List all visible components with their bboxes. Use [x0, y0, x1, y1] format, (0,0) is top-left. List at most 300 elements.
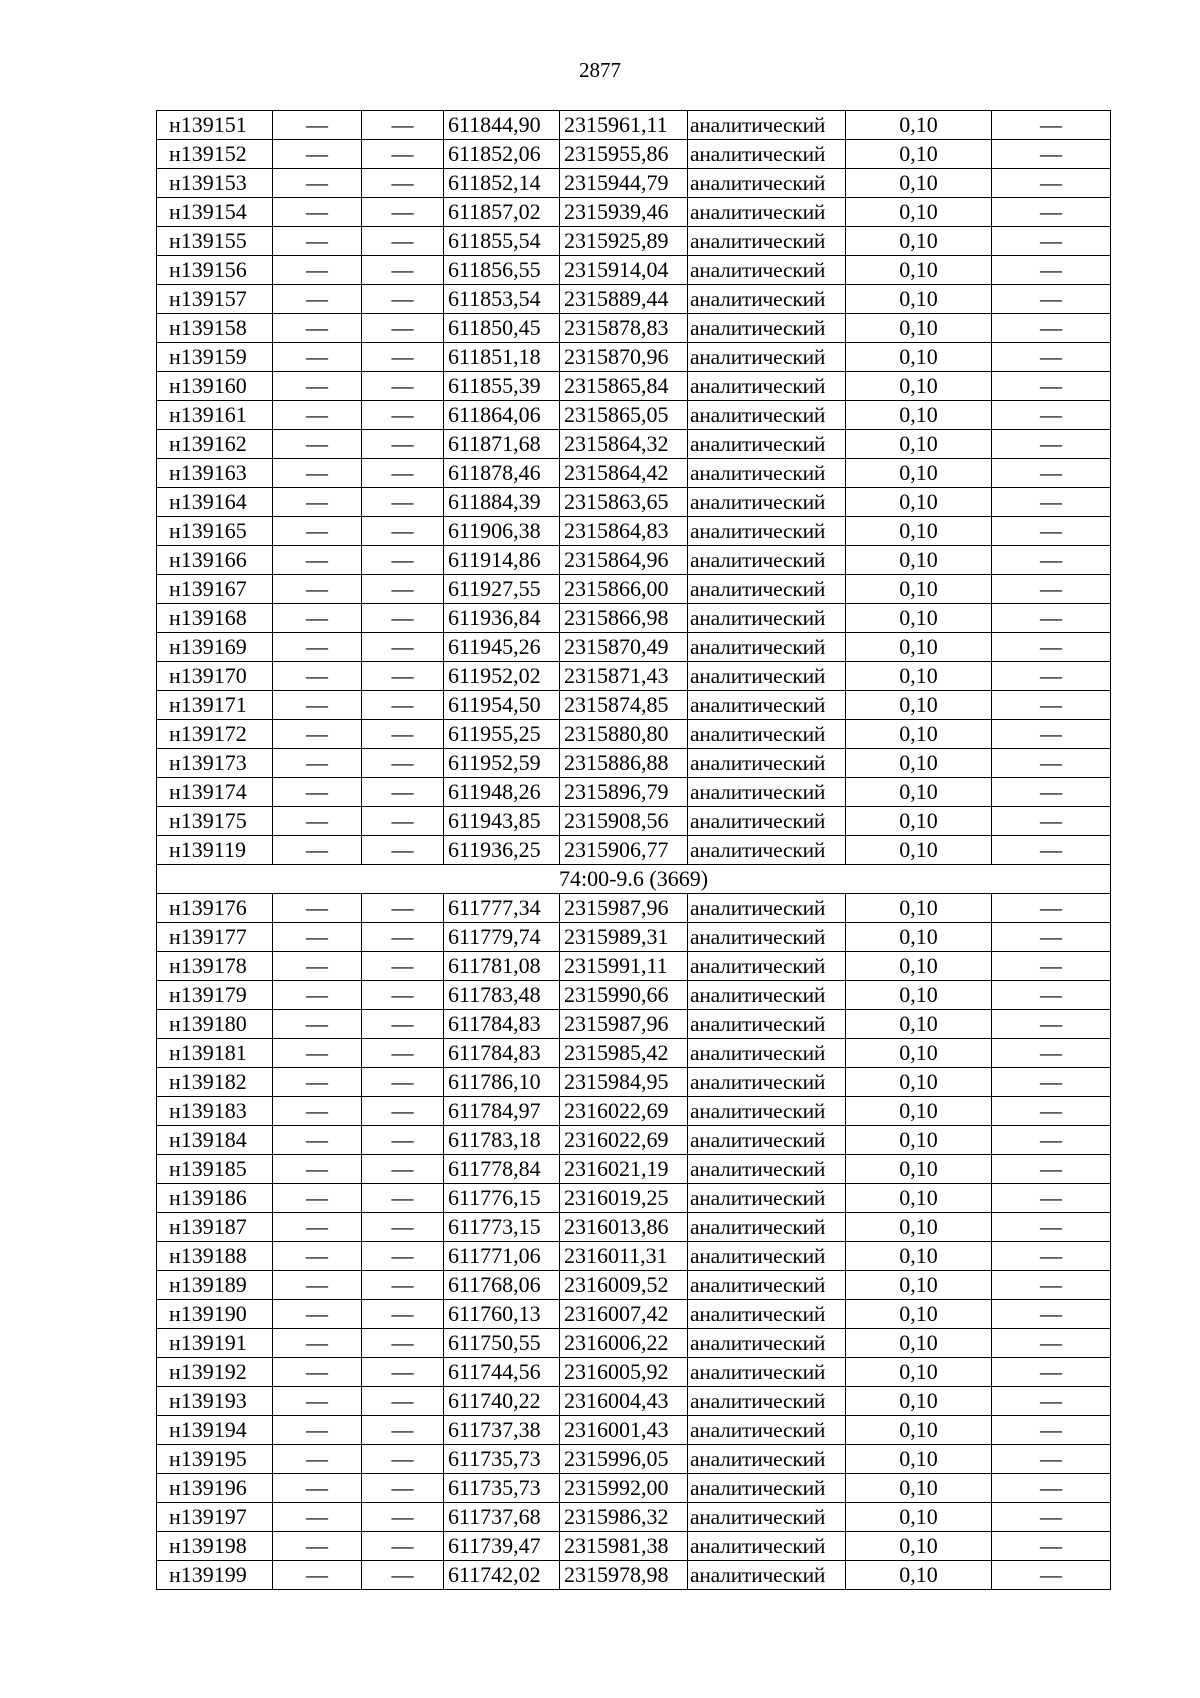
method-cell: аналитический — [688, 836, 846, 865]
dash-cell: — — [992, 1300, 1111, 1329]
y-coordinate-cell: 2316019,25 — [560, 1184, 688, 1213]
method-cell: аналитический — [688, 923, 846, 952]
dash-cell: — — [273, 604, 362, 633]
method-cell: аналитический — [688, 1532, 846, 1561]
y-coordinate-cell: 2315978,98 — [560, 1561, 688, 1590]
y-coordinate-cell: 2315880,80 — [560, 720, 688, 749]
method-cell: аналитический — [688, 169, 846, 198]
point-name-cell: н139162 — [157, 430, 273, 459]
method-cell: аналитический — [688, 1358, 846, 1387]
table-row — [157, 1329, 1111, 1358]
x-coordinate-cell: 611778,84 — [444, 1155, 560, 1184]
point-name-cell: н139180 — [157, 1010, 273, 1039]
method-cell: аналитический — [688, 807, 846, 836]
accuracy-cell: 0,10 — [846, 169, 992, 198]
table-row — [157, 1358, 1111, 1387]
dash-cell: — — [273, 372, 362, 401]
y-coordinate-cell: 2315984,95 — [560, 1068, 688, 1097]
dash-cell: — — [992, 604, 1111, 633]
accuracy-cell: 0,10 — [846, 1184, 992, 1213]
method-cell: аналитический — [688, 314, 846, 343]
accuracy-cell: 0,10 — [846, 256, 992, 285]
dash-cell: — — [273, 256, 362, 285]
dash-cell: — — [273, 140, 362, 169]
accuracy-cell: 0,10 — [846, 343, 992, 372]
dash-cell: — — [992, 1097, 1111, 1126]
dash-cell: — — [273, 430, 362, 459]
dash-cell: — — [992, 169, 1111, 198]
y-coordinate-cell: 2315996,05 — [560, 1445, 688, 1474]
dash-cell: — — [273, 749, 362, 778]
method-cell: аналитический — [688, 227, 846, 256]
y-coordinate-cell: 2315906,77 — [560, 836, 688, 865]
dash-cell: — — [362, 952, 444, 981]
x-coordinate-cell: 611771,06 — [444, 1242, 560, 1271]
table-row — [157, 198, 1111, 227]
point-name-cell: н139119 — [157, 836, 273, 865]
x-coordinate-cell: 611864,06 — [444, 401, 560, 430]
dash-cell: — — [992, 1416, 1111, 1445]
accuracy-cell: 0,10 — [846, 633, 992, 662]
dash-cell: — — [992, 517, 1111, 546]
dash-cell: — — [273, 1474, 362, 1503]
dash-cell: — — [273, 836, 362, 865]
dash-cell: — — [273, 1445, 362, 1474]
method-cell: аналитический — [688, 1039, 846, 1068]
point-name-cell: н139196 — [157, 1474, 273, 1503]
dash-cell: — — [992, 459, 1111, 488]
dash-cell: — — [273, 1503, 362, 1532]
point-name-cell: н139195 — [157, 1445, 273, 1474]
page-number: 2877 — [579, 58, 621, 82]
dash-cell: — — [362, 720, 444, 749]
accuracy-cell: 0,10 — [846, 778, 992, 807]
x-coordinate-cell: 611784,83 — [444, 1039, 560, 1068]
method-cell: аналитический — [688, 256, 846, 285]
dash-cell: — — [992, 1474, 1111, 1503]
table-row — [157, 517, 1111, 546]
table-row — [157, 952, 1111, 981]
accuracy-cell: 0,10 — [846, 1532, 992, 1561]
dash-cell: — — [362, 459, 444, 488]
dash-cell: — — [992, 633, 1111, 662]
point-name-cell: н139163 — [157, 459, 273, 488]
point-name-cell: н139179 — [157, 981, 273, 1010]
table-row — [157, 662, 1111, 691]
dash-cell: — — [992, 778, 1111, 807]
point-name-cell: н139158 — [157, 314, 273, 343]
dash-cell: — — [992, 1039, 1111, 1068]
dash-cell: — — [362, 807, 444, 836]
dash-cell: — — [362, 1155, 444, 1184]
x-coordinate-cell: 611776,15 — [444, 1184, 560, 1213]
dash-cell: — — [273, 1561, 362, 1590]
dash-cell: — — [362, 1416, 444, 1445]
method-cell: аналитический — [688, 546, 846, 575]
table-row — [157, 575, 1111, 604]
x-coordinate-cell: 611871,68 — [444, 430, 560, 459]
dash-cell: — — [992, 546, 1111, 575]
point-name-cell: н139186 — [157, 1184, 273, 1213]
y-coordinate-cell: 2315866,98 — [560, 604, 688, 633]
point-name-cell: н139160 — [157, 372, 273, 401]
dash-cell: — — [992, 1068, 1111, 1097]
y-coordinate-cell: 2315896,79 — [560, 778, 688, 807]
x-coordinate-cell: 611955,25 — [444, 720, 560, 749]
dash-cell: — — [362, 401, 444, 430]
point-name-cell: н139176 — [157, 894, 273, 923]
dash-cell: — — [362, 285, 444, 314]
table-row — [157, 749, 1111, 778]
dash-cell: — — [992, 1503, 1111, 1532]
dash-cell: — — [362, 662, 444, 691]
point-name-cell: н139175 — [157, 807, 273, 836]
table-row — [157, 1387, 1111, 1416]
dash-cell: — — [273, 1010, 362, 1039]
dash-cell: — — [362, 430, 444, 459]
x-coordinate-cell: 611936,25 — [444, 836, 560, 865]
dash-cell: — — [992, 749, 1111, 778]
x-coordinate-cell: 611948,26 — [444, 778, 560, 807]
dash-cell: — — [992, 691, 1111, 720]
dash-cell: — — [362, 981, 444, 1010]
x-coordinate-cell: 611850,45 — [444, 314, 560, 343]
dash-cell: — — [362, 633, 444, 662]
y-coordinate-cell: 2315864,42 — [560, 459, 688, 488]
dash-cell: — — [362, 1039, 444, 1068]
accuracy-cell: 0,10 — [846, 952, 992, 981]
x-coordinate-cell: 611773,15 — [444, 1213, 560, 1242]
accuracy-cell: 0,10 — [846, 488, 992, 517]
x-coordinate-cell: 611852,14 — [444, 169, 560, 198]
x-coordinate-cell: 611739,47 — [444, 1532, 560, 1561]
dash-cell: — — [992, 807, 1111, 836]
method-cell: аналитический — [688, 575, 846, 604]
method-cell: аналитический — [688, 1184, 846, 1213]
y-coordinate-cell: 2315990,66 — [560, 981, 688, 1010]
dash-cell: — — [992, 1532, 1111, 1561]
x-coordinate-cell: 611760,13 — [444, 1300, 560, 1329]
method-cell: аналитический — [688, 749, 846, 778]
dash-cell: — — [273, 546, 362, 575]
x-coordinate-cell: 611878,46 — [444, 459, 560, 488]
dash-cell: — — [362, 836, 444, 865]
dash-cell: — — [992, 198, 1111, 227]
dash-cell: — — [992, 1329, 1111, 1358]
section-title: 74:00-9.6 (3669) — [157, 865, 1111, 894]
table-row — [157, 604, 1111, 633]
x-coordinate-cell: 611914,86 — [444, 546, 560, 575]
dash-cell: — — [362, 1068, 444, 1097]
method-cell: аналитический — [688, 1503, 846, 1532]
point-name-cell: н139169 — [157, 633, 273, 662]
method-cell: аналитический — [688, 981, 846, 1010]
point-name-cell: н139198 — [157, 1532, 273, 1561]
y-coordinate-cell: 2315878,83 — [560, 314, 688, 343]
table-row — [157, 285, 1111, 314]
y-coordinate-cell: 2315864,83 — [560, 517, 688, 546]
x-coordinate-cell: 611783,18 — [444, 1126, 560, 1155]
y-coordinate-cell: 2316013,86 — [560, 1213, 688, 1242]
dash-cell: — — [362, 1329, 444, 1358]
y-coordinate-cell: 2316011,31 — [560, 1242, 688, 1271]
dash-cell: — — [362, 1474, 444, 1503]
y-coordinate-cell: 2316001,43 — [560, 1416, 688, 1445]
accuracy-cell: 0,10 — [846, 285, 992, 314]
accuracy-cell: 0,10 — [846, 1416, 992, 1445]
dash-cell: — — [273, 1300, 362, 1329]
table-row — [157, 1532, 1111, 1561]
accuracy-cell: 0,10 — [846, 981, 992, 1010]
x-coordinate-cell: 611856,55 — [444, 256, 560, 285]
dash-cell: — — [362, 372, 444, 401]
x-coordinate-cell: 611735,73 — [444, 1445, 560, 1474]
accuracy-cell: 0,10 — [846, 372, 992, 401]
point-name-cell: н139174 — [157, 778, 273, 807]
dash-cell: — — [362, 1213, 444, 1242]
dash-cell: — — [992, 1242, 1111, 1271]
dash-cell: — — [273, 1097, 362, 1126]
point-name-cell: н139191 — [157, 1329, 273, 1358]
accuracy-cell: 0,10 — [846, 546, 992, 575]
dash-cell: — — [992, 372, 1111, 401]
y-coordinate-cell: 2316004,43 — [560, 1387, 688, 1416]
table-row — [157, 1271, 1111, 1300]
dash-cell: — — [362, 1126, 444, 1155]
table-row — [157, 1242, 1111, 1271]
dash-cell: — — [362, 691, 444, 720]
x-coordinate-cell: 611740,22 — [444, 1387, 560, 1416]
point-name-cell: н139199 — [157, 1561, 273, 1590]
method-cell: аналитический — [688, 140, 846, 169]
x-coordinate-cell: 611786,10 — [444, 1068, 560, 1097]
y-coordinate-cell: 2315939,46 — [560, 198, 688, 227]
dash-cell: — — [992, 981, 1111, 1010]
method-cell: аналитический — [688, 633, 846, 662]
x-coordinate-cell: 611750,55 — [444, 1329, 560, 1358]
point-name-cell: н139193 — [157, 1387, 273, 1416]
x-coordinate-cell: 611952,59 — [444, 749, 560, 778]
y-coordinate-cell: 2315871,43 — [560, 662, 688, 691]
method-cell: аналитический — [688, 952, 846, 981]
section-header-body — [157, 865, 1111, 894]
accuracy-cell: 0,10 — [846, 894, 992, 923]
table-row — [157, 1300, 1111, 1329]
y-coordinate-cell: 2315866,00 — [560, 575, 688, 604]
table-row — [157, 720, 1111, 749]
method-cell: аналитический — [688, 401, 846, 430]
y-coordinate-cell: 2316009,52 — [560, 1271, 688, 1300]
x-coordinate-cell: 611855,54 — [444, 227, 560, 256]
dash-cell: — — [992, 488, 1111, 517]
table-row — [157, 1039, 1111, 1068]
point-name-cell: н139151 — [157, 111, 273, 140]
method-cell: аналитический — [688, 488, 846, 517]
table-row — [157, 401, 1111, 430]
table-row — [157, 140, 1111, 169]
y-coordinate-cell: 2315987,96 — [560, 894, 688, 923]
table-row — [157, 981, 1111, 1010]
point-name-cell: н139185 — [157, 1155, 273, 1184]
table-row — [157, 807, 1111, 836]
x-coordinate-cell: 611927,55 — [444, 575, 560, 604]
x-coordinate-cell: 611777,34 — [444, 894, 560, 923]
point-name-cell: н139190 — [157, 1300, 273, 1329]
point-name-cell: н139168 — [157, 604, 273, 633]
dash-cell: — — [992, 1126, 1111, 1155]
accuracy-cell: 0,10 — [846, 1097, 992, 1126]
dash-cell: — — [362, 517, 444, 546]
method-cell: аналитический — [688, 459, 846, 488]
method-cell: аналитический — [688, 1126, 846, 1155]
accuracy-cell: 0,10 — [846, 459, 992, 488]
method-cell: аналитический — [688, 343, 846, 372]
accuracy-cell: 0,10 — [846, 430, 992, 459]
point-name-cell: н139170 — [157, 662, 273, 691]
table-row — [157, 459, 1111, 488]
point-name-cell: н139177 — [157, 923, 273, 952]
dash-cell: — — [273, 1329, 362, 1358]
point-name-cell: н139189 — [157, 1271, 273, 1300]
dash-cell: — — [273, 1532, 362, 1561]
y-coordinate-cell: 2316007,42 — [560, 1300, 688, 1329]
y-coordinate-cell: 2315864,32 — [560, 430, 688, 459]
table-row — [157, 1126, 1111, 1155]
method-cell: аналитический — [688, 662, 846, 691]
y-coordinate-cell: 2315865,05 — [560, 401, 688, 430]
accuracy-cell: 0,10 — [846, 575, 992, 604]
y-coordinate-cell: 2316022,69 — [560, 1126, 688, 1155]
point-name-cell: н139194 — [157, 1416, 273, 1445]
x-coordinate-cell: 611906,38 — [444, 517, 560, 546]
dash-cell: — — [992, 140, 1111, 169]
dash-cell: — — [992, 401, 1111, 430]
dash-cell: — — [273, 198, 362, 227]
method-cell: аналитический — [688, 372, 846, 401]
table-row — [157, 256, 1111, 285]
dash-cell: — — [362, 140, 444, 169]
point-name-cell: н139187 — [157, 1213, 273, 1242]
dash-cell: — — [273, 894, 362, 923]
x-coordinate-cell: 611784,83 — [444, 1010, 560, 1039]
point-name-cell: н139156 — [157, 256, 273, 285]
point-name-cell: н139181 — [157, 1039, 273, 1068]
table-row — [157, 691, 1111, 720]
method-cell: аналитический — [688, 1155, 846, 1184]
x-coordinate-cell: 611779,74 — [444, 923, 560, 952]
dash-cell: — — [362, 778, 444, 807]
table-row — [157, 894, 1111, 923]
point-name-cell: н139165 — [157, 517, 273, 546]
dash-cell: — — [362, 169, 444, 198]
dash-cell: — — [273, 633, 362, 662]
accuracy-cell: 0,10 — [846, 1155, 992, 1184]
y-coordinate-cell: 2315870,96 — [560, 343, 688, 372]
x-coordinate-cell: 611936,84 — [444, 604, 560, 633]
dash-cell: — — [273, 1184, 362, 1213]
accuracy-cell: 0,10 — [846, 807, 992, 836]
point-name-cell: н139182 — [157, 1068, 273, 1097]
table-row — [157, 923, 1111, 952]
table-row — [157, 1155, 1111, 1184]
y-coordinate-cell: 2315986,32 — [560, 1503, 688, 1532]
table-body-after-section — [157, 894, 1111, 1590]
dash-cell: — — [992, 894, 1111, 923]
x-coordinate-cell: 611945,26 — [444, 633, 560, 662]
dash-cell: — — [273, 517, 362, 546]
y-coordinate-cell: 2316021,19 — [560, 1155, 688, 1184]
x-coordinate-cell: 611735,73 — [444, 1474, 560, 1503]
y-coordinate-cell: 2315944,79 — [560, 169, 688, 198]
dash-cell: — — [273, 923, 362, 952]
y-coordinate-cell: 2315864,96 — [560, 546, 688, 575]
accuracy-cell: 0,10 — [846, 604, 992, 633]
y-coordinate-cell: 2316006,22 — [560, 1329, 688, 1358]
dash-cell: — — [273, 1416, 362, 1445]
method-cell: аналитический — [688, 1213, 846, 1242]
table-body-before-section — [157, 111, 1111, 865]
dash-cell: — — [362, 749, 444, 778]
dash-cell: — — [362, 314, 444, 343]
method-cell: аналитический — [688, 1271, 846, 1300]
accuracy-cell: 0,10 — [846, 1039, 992, 1068]
method-cell: аналитический — [688, 1474, 846, 1503]
method-cell: аналитический — [688, 1416, 846, 1445]
table-row — [157, 343, 1111, 372]
method-cell: аналитический — [688, 1068, 846, 1097]
table-row — [157, 1213, 1111, 1242]
method-cell: аналитический — [688, 1329, 846, 1358]
dash-cell: — — [992, 1271, 1111, 1300]
accuracy-cell: 0,10 — [846, 111, 992, 140]
dash-cell: — — [273, 778, 362, 807]
dash-cell: — — [362, 1097, 444, 1126]
table-row — [157, 546, 1111, 575]
dash-cell: — — [273, 807, 362, 836]
y-coordinate-cell: 2315863,65 — [560, 488, 688, 517]
dash-cell: — — [362, 923, 444, 952]
y-coordinate-cell: 2315955,86 — [560, 140, 688, 169]
y-coordinate-cell: 2315992,00 — [560, 1474, 688, 1503]
y-coordinate-cell: 2315985,42 — [560, 1039, 688, 1068]
accuracy-cell: 0,10 — [846, 1068, 992, 1097]
y-coordinate-cell: 2315961,11 — [560, 111, 688, 140]
dash-cell: — — [362, 1532, 444, 1561]
dash-cell: — — [992, 1155, 1111, 1184]
accuracy-cell: 0,10 — [846, 1010, 992, 1039]
dash-cell: — — [992, 227, 1111, 256]
method-cell: аналитический — [688, 1242, 846, 1271]
x-coordinate-cell: 611737,38 — [444, 1416, 560, 1445]
dash-cell: — — [273, 662, 362, 691]
table-row — [157, 1184, 1111, 1213]
dash-cell: — — [273, 691, 362, 720]
point-name-cell: н139192 — [157, 1358, 273, 1387]
x-coordinate-cell: 611954,50 — [444, 691, 560, 720]
method-cell: аналитический — [688, 778, 846, 807]
x-coordinate-cell: 611857,02 — [444, 198, 560, 227]
accuracy-cell: 0,10 — [846, 1126, 992, 1155]
dash-cell: — — [273, 459, 362, 488]
dash-cell: — — [992, 1213, 1111, 1242]
point-name-cell: н139171 — [157, 691, 273, 720]
dash-cell: — — [273, 1387, 362, 1416]
table-row — [157, 836, 1111, 865]
dash-cell: — — [992, 1561, 1111, 1590]
point-name-cell: н139153 — [157, 169, 273, 198]
method-cell: аналитический — [688, 1561, 846, 1590]
point-name-cell: н139152 — [157, 140, 273, 169]
